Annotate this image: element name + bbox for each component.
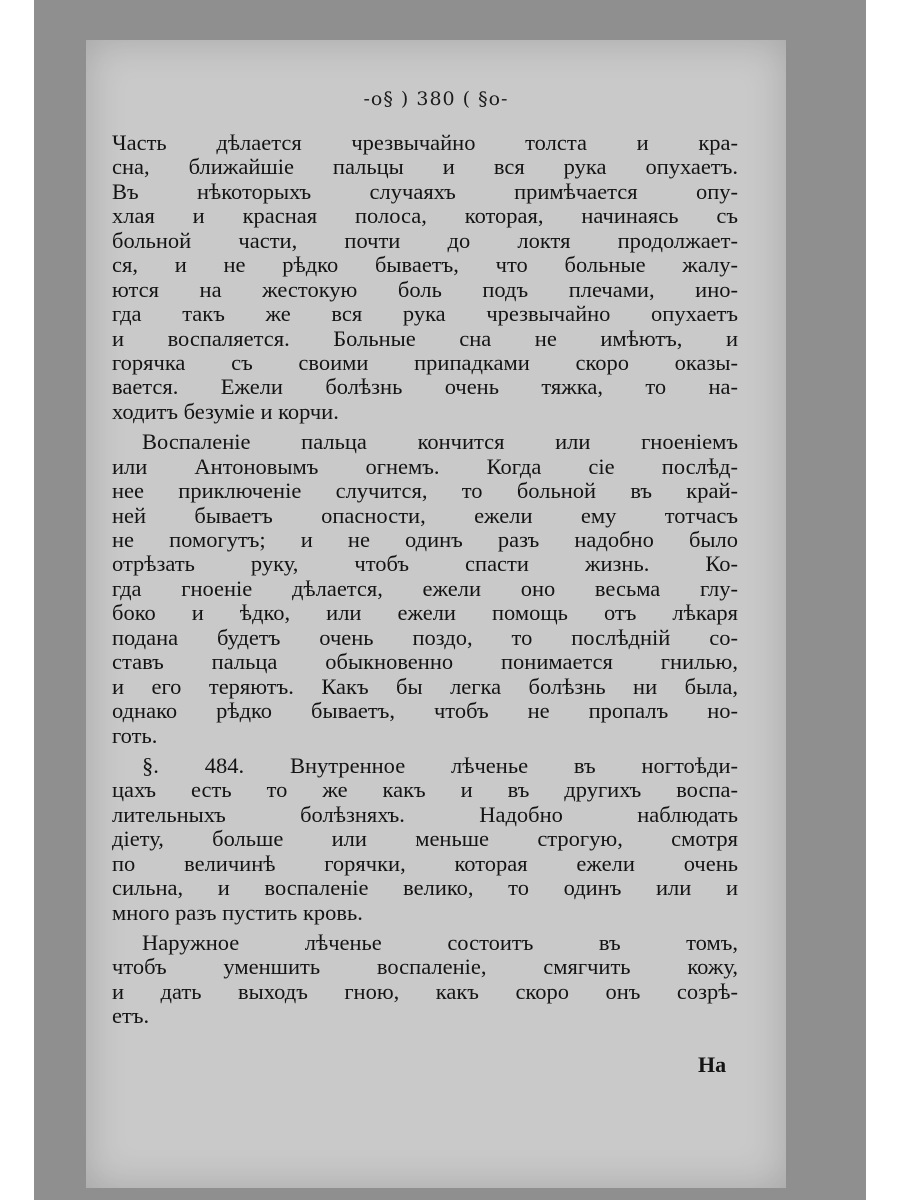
text-line: цахъ есть то же какъ и въ другихъ воспа-	[112, 777, 738, 803]
text-line: однако рѣдко бываетъ, чтобъ не пропалъ но-	[112, 698, 738, 724]
paragraph	[112, 931, 738, 1029]
text-line: сильна, и воспаленіе велико, то одинъ или и	[112, 875, 738, 901]
text-line: отрѣзать руку, чтобъ спасти жизнь. Ко-	[112, 551, 738, 577]
text-line: не помогутъ; и не одинъ разъ надобно было	[112, 527, 738, 552]
text-line: нее приключеніе случится, то больной въ край-	[112, 478, 738, 504]
text-line: ся, и не рѣдко бываетъ, что больные жалу-	[112, 252, 738, 278]
text-line: и его теряютъ. Какъ бы легка болѣзнь ни была,	[112, 673, 738, 699]
text-line: и воспаляется. Больные сна не имѣютъ, и	[112, 325, 738, 351]
paragraph	[112, 131, 738, 424]
text-line: по величинѣ горячки, которая ежели очень	[112, 850, 738, 876]
catchword: На	[698, 1052, 727, 1077]
text-line: етъ.	[112, 1003, 150, 1029]
text-line: готь.	[112, 722, 158, 748]
text-line: и дать выходъ гною, какъ скоро онъ созрѣ-	[112, 978, 738, 1004]
text-line: Воспаленіе пальца кончится или гноеніемъ	[142, 429, 738, 455]
text-line: Наружное лѣченье состоитъ въ томъ,	[142, 930, 738, 955]
text-line: Часть дѣлается чрезвычайно толста и кра-	[112, 130, 738, 155]
text-line: больной части, почти до локтя продолжает-	[112, 227, 738, 253]
text-line: гда такъ же вся рука чрезвычайно опухаетъ	[112, 301, 738, 327]
paragraph	[112, 754, 738, 925]
text-line: §. 484. Внутренное лѣченье въ ногтоѣди-	[142, 752, 738, 778]
text-line: хлая и красная полоса, которая, начинаясь съ	[112, 203, 738, 229]
page-text	[112, 131, 738, 1029]
text-line: гда гноеніе дѣлается, ежели оно весьма глу-	[112, 575, 738, 601]
text-line: лительныхъ болѣзняхъ. Надобно наблюдать	[112, 801, 738, 827]
text-line: ходитъ безуміе и корчи.	[112, 398, 339, 424]
page-header: -o§ ) 380 ( §o-	[363, 88, 509, 110]
text-line: или Антоновымъ огнемъ. Когда сіе послѣд-	[112, 453, 738, 479]
paragraph	[112, 430, 738, 748]
text-line: вается. Ежели болѣзнь очень тяжка, то на-	[112, 374, 738, 400]
text-line: много разъ пустить кровь.	[112, 899, 363, 925]
text-line: подана будетъ очень поздо, то послѣдній со-	[112, 624, 738, 650]
text-line: Въ нѣкоторыхъ случаяхъ примѣчается опу-	[112, 178, 738, 204]
text-line: боко и ѣдко, или ежели помощь отъ лѣкаря	[112, 600, 738, 626]
text-line: горячка съ своими припадками скоро оказы-	[112, 349, 738, 375]
text-line: чтобъ уменшить воспаленіе, смягчить кожу,	[112, 954, 738, 980]
text-line: ней бываетъ опасности, ежели ему тотчасъ	[112, 502, 738, 528]
text-line: сна, ближайшіе пальцы и вся рука опухаетъ.	[112, 154, 738, 180]
text-line: ются на жестокую боль подъ плечами, ино-	[112, 276, 738, 302]
text-line: ставъ пальца обыкновенно понимается гнилью,	[112, 649, 738, 675]
text-line: діету, больше или меньше строгую, смотря	[112, 826, 738, 852]
